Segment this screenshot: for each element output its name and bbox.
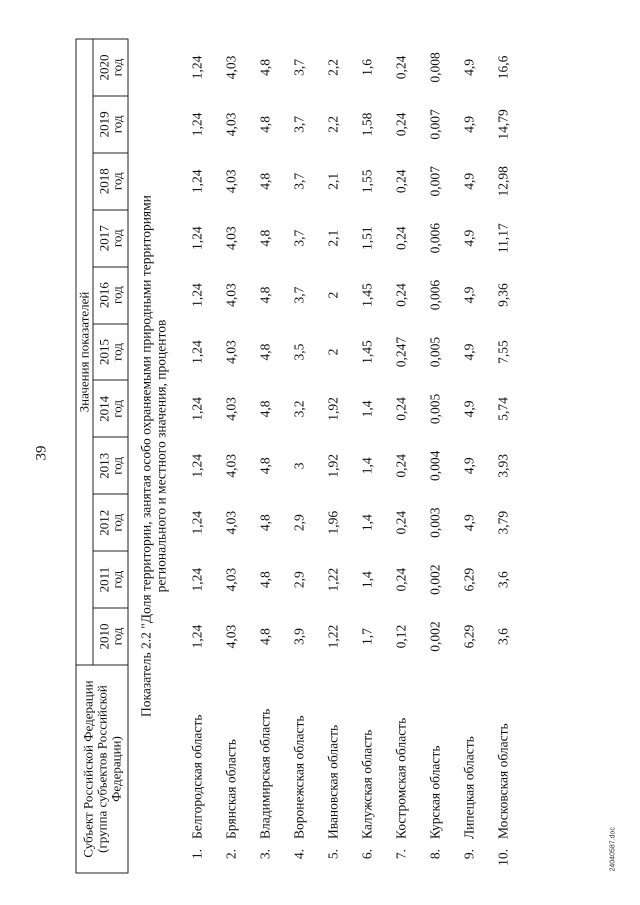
table-row <box>487 39 521 873</box>
row-number: 9. <box>461 848 477 859</box>
value-cell: 3 <box>291 461 307 469</box>
value-cell: 4,03 <box>223 510 239 535</box>
value-cell: 3,7 <box>291 115 307 133</box>
value-cell: 1,4 <box>359 399 375 417</box>
value-cell: 2,9 <box>291 513 307 531</box>
value-cell: 1,55 <box>359 168 375 193</box>
year-unit: год <box>109 627 125 645</box>
table-row <box>181 39 215 873</box>
row-number: 6. <box>359 848 375 859</box>
value-cell: 3,6 <box>495 570 511 588</box>
row-number: 2. <box>223 848 239 859</box>
value-cell: 1,24 <box>189 112 205 136</box>
value-cell: 4,03 <box>223 567 239 591</box>
year-header-2017 <box>93 209 128 266</box>
year-label: 2013 <box>96 452 112 479</box>
value-cell: 0,24 <box>393 453 409 478</box>
value-cell: 4,8 <box>257 399 273 417</box>
indicator-table <box>76 38 521 873</box>
year-header-2015 <box>93 323 128 380</box>
value-cell: 0,004 <box>427 450 443 481</box>
year-header-2020 <box>93 39 128 96</box>
value-cell: 0,008 <box>427 51 443 83</box>
value-cell: 4,8 <box>257 627 273 645</box>
values-header: Значения показателей <box>76 39 93 665</box>
value-cell: 0,12 <box>393 624 409 648</box>
value-cell: 1,92 <box>325 396 341 421</box>
value-cell: 1,24 <box>189 624 205 648</box>
value-cell: 1,22 <box>325 624 341 648</box>
value-cell: 4,8 <box>257 58 273 76</box>
region-name: Белгородская область <box>189 714 205 839</box>
value-cell: 3,7 <box>291 172 307 190</box>
value-cell: 2,2 <box>325 115 341 133</box>
value-cell: 1,24 <box>189 168 205 193</box>
value-cell: 2 <box>325 291 341 298</box>
year-unit: год <box>109 570 125 589</box>
year-header-2014 <box>93 380 128 437</box>
value-cell: 0,007 <box>427 165 443 196</box>
region-name: Липецкая область <box>461 735 477 839</box>
year-label: 2017 <box>96 224 112 251</box>
table-row <box>317 39 351 873</box>
value-cell: 6,29 <box>461 624 477 648</box>
value-cell: 3,5 <box>291 343 307 360</box>
value-cell: 1,24 <box>189 55 205 79</box>
value-cell: 4,8 <box>257 229 273 247</box>
table-header-row <box>76 39 93 873</box>
value-cell: 0,002 <box>427 563 443 595</box>
region-name: Костромская область <box>393 717 409 839</box>
year-unit: год <box>109 342 125 361</box>
year-label: 2020 <box>96 53 112 80</box>
rotated-page <box>28 30 617 875</box>
region-name: Воронежская область <box>291 714 307 839</box>
year-unit: год <box>109 456 125 475</box>
value-cell: 9,36 <box>495 282 511 307</box>
value-cell: 4,03 <box>223 225 239 250</box>
value-cell: 0,24 <box>393 567 409 591</box>
value-cell: 1,4 <box>359 513 375 531</box>
region-name: Курская область <box>427 745 443 839</box>
value-cell: 4,9 <box>461 399 477 417</box>
value-cell: 4,8 <box>257 343 273 360</box>
document-id: 24040587.doc <box>609 826 617 871</box>
year-header-2018 <box>93 152 128 209</box>
indicator-title-line1: Показатель 2.2 "Доля территории, занятая особо охраняемыми природными территориями <box>138 194 154 717</box>
value-cell: 1,24 <box>189 567 205 591</box>
value-cell: 3,2 <box>291 399 307 417</box>
value-cell: 4,03 <box>223 339 239 364</box>
value-cell: 0,24 <box>393 112 409 136</box>
indicator-title-line2: регионального и местного значения, процентов <box>153 319 169 592</box>
year-unit: год <box>109 115 125 133</box>
value-cell: 1,6 <box>359 58 375 76</box>
year-unit: год <box>109 399 125 418</box>
value-cell: 1,4 <box>359 456 375 474</box>
value-cell: 4,03 <box>223 168 239 193</box>
value-cell: 4,9 <box>461 456 477 474</box>
year-header-2019 <box>93 95 128 152</box>
value-cell: 0,24 <box>393 282 409 307</box>
indicator-title <box>128 39 181 873</box>
year-unit: год <box>109 513 125 532</box>
value-cell: 1,24 <box>189 339 205 364</box>
value-cell: 0,002 <box>427 620 443 652</box>
value-cell: 4,9 <box>461 115 477 133</box>
year-header-2010 <box>93 608 128 665</box>
value-cell: 4,8 <box>257 286 273 304</box>
table-row <box>283 39 317 873</box>
value-cell: 0,24 <box>393 55 409 79</box>
table-row <box>215 39 249 873</box>
value-cell: 5,74 <box>495 396 511 421</box>
value-cell: 1,24 <box>189 510 205 535</box>
value-cell: 1,24 <box>189 282 205 307</box>
value-cell: 1,24 <box>189 396 205 421</box>
value-cell: 1,24 <box>189 453 205 478</box>
value-cell: 16,6 <box>495 55 511 79</box>
value-cell: 4,9 <box>461 172 477 190</box>
region-name: Владимирская область <box>257 708 273 839</box>
table-row <box>351 39 385 873</box>
value-cell: 0,24 <box>393 168 409 193</box>
row-number: 5. <box>325 848 341 859</box>
value-cell: 4,03 <box>223 624 239 648</box>
value-cell: 4,9 <box>461 286 477 304</box>
value-cell: 2 <box>325 348 341 355</box>
row-number: 1. <box>189 848 205 859</box>
value-cell: 2,2 <box>325 58 341 76</box>
value-cell: 3,93 <box>495 453 511 478</box>
value-cell: 1,4 <box>359 570 375 588</box>
value-cell: 4,8 <box>257 456 273 474</box>
year-label: 2018 <box>96 167 112 194</box>
table-row <box>385 39 419 873</box>
value-cell: 1,92 <box>325 453 341 478</box>
table-row <box>249 39 283 873</box>
year-label: 2011 <box>96 566 112 592</box>
value-cell: 1,45 <box>359 339 375 364</box>
region-name: Брянская область <box>223 738 239 839</box>
year-unit: год <box>109 228 125 247</box>
region-name: Московская область <box>495 722 511 839</box>
row-number: 7. <box>393 848 409 859</box>
value-cell: 0,005 <box>427 393 443 424</box>
year-unit: год <box>109 171 125 190</box>
page-number: 39 <box>33 445 50 460</box>
value-cell: 2,9 <box>291 570 307 588</box>
value-cell: 3,6 <box>495 627 511 645</box>
value-cell: 12,98 <box>495 165 511 196</box>
value-cell: 0,006 <box>427 279 443 310</box>
value-cell: 4,9 <box>461 58 477 76</box>
value-cell: 0,006 <box>427 222 443 253</box>
value-cell: 2,1 <box>325 172 341 190</box>
value-cell: 1,24 <box>189 225 205 250</box>
value-cell: 0,24 <box>393 510 409 535</box>
table-row <box>419 39 453 873</box>
value-cell: 1,58 <box>359 112 375 136</box>
year-label: 2019 <box>96 110 112 137</box>
value-cell: 4,03 <box>223 112 239 136</box>
region-name: Ивановская область <box>325 724 341 839</box>
year-header-2016 <box>93 266 128 323</box>
value-cell: 0,24 <box>393 225 409 250</box>
year-label: 2012 <box>96 509 112 536</box>
year-label: 2016 <box>96 281 112 308</box>
value-cell: 11,17 <box>495 222 511 253</box>
value-cell: 0,247 <box>393 336 409 367</box>
value-cell: 3,7 <box>291 229 307 247</box>
value-cell: 0,003 <box>427 507 443 538</box>
value-cell: 0,24 <box>393 396 409 421</box>
value-cell: 4,03 <box>223 55 239 79</box>
value-cell: 1,96 <box>325 510 341 535</box>
table-row <box>453 39 487 873</box>
value-cell: 4,03 <box>223 396 239 421</box>
year-header-2012 <box>93 494 128 551</box>
value-cell: 1,7 <box>359 627 375 645</box>
value-cell: 4,8 <box>257 570 273 588</box>
value-cell: 1,22 <box>325 567 341 591</box>
year-header-2011 <box>93 551 128 608</box>
value-cell: 4,8 <box>257 513 273 531</box>
value-cell: 1,51 <box>359 225 375 250</box>
row-number: 3. <box>257 848 273 859</box>
value-cell: 4,03 <box>223 282 239 307</box>
year-header-2013 <box>93 437 128 494</box>
year-unit: год <box>109 58 125 76</box>
value-cell: 4,9 <box>461 513 477 531</box>
value-cell: 4,03 <box>223 453 239 478</box>
value-cell: 3,7 <box>291 58 307 76</box>
value-cell: 4,9 <box>461 229 477 247</box>
subject-header: Субъект Российской Федерации (группа субъектов Российской Федерации) <box>76 665 128 873</box>
year-unit: год <box>109 285 125 304</box>
region-name: Калужская область <box>359 729 375 839</box>
row-number: 8. <box>427 848 443 859</box>
value-cell: 0,005 <box>427 336 443 367</box>
value-cell: 0,007 <box>427 108 443 140</box>
year-label: 2014 <box>96 395 112 422</box>
value-cell: 3,79 <box>495 510 511 535</box>
row-number: 10. <box>495 848 511 866</box>
value-cell: 2,1 <box>325 229 341 247</box>
value-cell: 7,55 <box>495 339 511 364</box>
year-label: 2010 <box>96 623 112 650</box>
value-cell: 3,7 <box>291 286 307 304</box>
value-cell: 6,29 <box>461 567 477 591</box>
value-cell: 3,9 <box>291 627 307 645</box>
value-cell: 4,8 <box>257 115 273 133</box>
value-cell: 14,79 <box>495 108 511 140</box>
indicator-title-row <box>128 39 181 873</box>
value-cell: 4,9 <box>461 343 477 360</box>
value-cell: 4,8 <box>257 172 273 190</box>
year-label: 2015 <box>96 338 112 365</box>
value-cell: 1,45 <box>359 282 375 307</box>
row-number: 4. <box>291 848 307 859</box>
